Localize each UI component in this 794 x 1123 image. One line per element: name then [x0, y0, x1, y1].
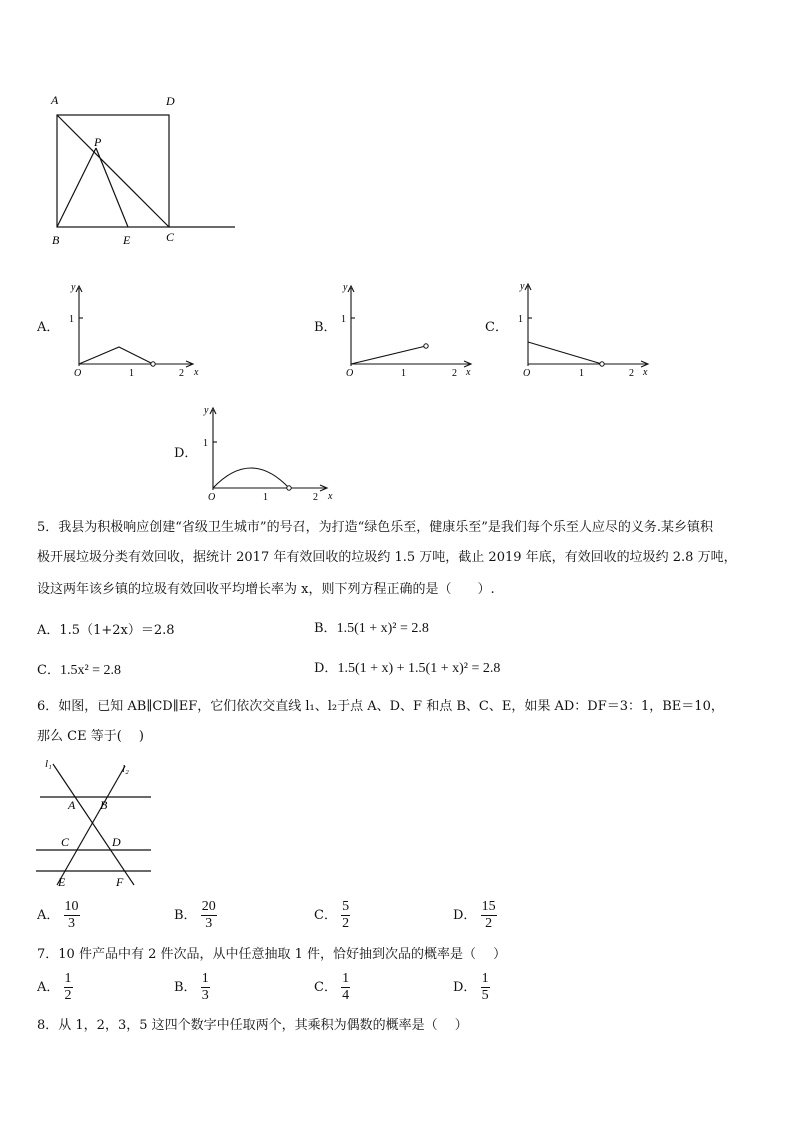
label-E: E — [58, 875, 66, 889]
q7-option-C[interactable] — [314, 971, 350, 1004]
graph-D-y: y — [204, 405, 209, 416]
q7-option-C-label: C． — [314, 980, 337, 995]
q7-stem: 7．10 件产品中有 2 件次品，从中任意抽取 1 件，恰好抽到次品的概率是（ ） — [37, 947, 507, 962]
q4-option-D-label[interactable]: D． — [174, 446, 198, 461]
graph-D-1x: 1 — [263, 492, 268, 503]
label-D: D — [166, 94, 175, 108]
label-E: E — [123, 233, 131, 247]
q6-option-B-label: B． — [174, 908, 197, 923]
q7-D-num: 1 — [481, 971, 489, 986]
q7-D-den: 5 — [481, 988, 489, 1003]
graph-A-2x: 2 — [179, 368, 184, 378]
q4-option-C-label[interactable]: C． — [485, 320, 508, 335]
q7-B-num: 1 — [201, 971, 209, 986]
q6-C-num: 5 — [342, 899, 350, 914]
graph-A-1x: 1 — [129, 368, 134, 378]
q7-option-A-fraction — [64, 971, 73, 1004]
graph-C-y: y — [520, 281, 525, 292]
label-F: F — [116, 875, 124, 889]
q6-line-1: 6．如图，已知 AB∥CD∥EF，它们依次交直线 l₁、l₂于点 A、D、F 和点 B、C、E，如果 AD：DF＝3：1，BE＝10， — [37, 699, 724, 714]
q4-graph-B — [332, 278, 482, 378]
q6-option-B[interactable] — [174, 899, 217, 932]
label-C: C — [61, 835, 70, 849]
q6-C-den: 2 — [342, 916, 350, 931]
label-A: A — [68, 798, 76, 812]
q4-option-B-label[interactable]: B． — [314, 320, 337, 335]
q7-B-den: 3 — [201, 988, 209, 1003]
q6-option-C-fraction — [341, 899, 350, 932]
q5-option-D-text: 1.5(1 + x) + 1.5(1 + x)² = 2.8 — [337, 661, 501, 676]
q6-option-A[interactable] — [37, 899, 80, 932]
label-P: P — [94, 135, 102, 149]
q5-line-2: 极开展垃圾分类有效回收，据统计 2017 年有效回收的垃圾约 1.5 万吨，截止 2019 年底，有效回收的垃圾约 2.8 万吨， — [37, 550, 737, 565]
label-l1: l₁ — [45, 758, 52, 770]
graph-B-y: y — [343, 282, 348, 293]
q4-option-A-label[interactable]: A． — [37, 320, 60, 335]
q7-option-B-fraction — [201, 971, 210, 1004]
q6-option-B-fraction — [201, 899, 217, 932]
q5-option-C[interactable] — [37, 659, 121, 679]
q5-option-C-text: 1.5x² = 2.8 — [59, 663, 122, 678]
graph-D-O: O — [208, 492, 216, 503]
graph-A-x: x — [194, 367, 199, 378]
q6-A-den: 3 — [68, 916, 76, 931]
label-A: A — [51, 93, 59, 107]
q5-option-A[interactable] — [37, 619, 175, 638]
q5-option-D-label: D． — [314, 661, 338, 676]
q8-stem: 8．从 1，2，3，5 这四个数字中任取两个，其乘积为偶数的概率是（ ） — [37, 1018, 468, 1033]
graph-B-O: O — [346, 368, 354, 378]
graph-A-y: y — [71, 282, 76, 293]
q7-option-C-fraction — [341, 971, 350, 1004]
q5-option-D[interactable] — [314, 657, 500, 677]
q7-option-D[interactable] — [453, 971, 490, 1004]
label-C: C — [166, 230, 175, 244]
graph-C-2x: 2 — [629, 368, 634, 376]
q7-option-B-label: B． — [174, 980, 197, 995]
q6-B-num: 20 — [201, 899, 216, 914]
graph-C-1x: 1 — [579, 368, 584, 376]
parallel-lines-figure — [30, 752, 160, 892]
q6-D-den: 2 — [485, 916, 493, 931]
q7-option-A-label: A． — [37, 980, 60, 995]
q4-graph-D — [194, 400, 344, 504]
graph-C-O: O — [523, 368, 531, 376]
q6-option-A-label: A． — [37, 908, 60, 923]
q7-option-B[interactable] — [174, 971, 210, 1004]
graph-A-1y: 1 — [69, 314, 74, 325]
q5-option-A-label: A． — [37, 623, 60, 638]
q7-option-A[interactable] — [37, 971, 73, 1004]
q6-A-num: 10 — [64, 899, 79, 914]
graph-B-1y: 1 — [341, 314, 346, 325]
graph-B-1x: 1 — [401, 368, 406, 378]
square-figure — [40, 88, 250, 248]
label-l2: l₂ — [122, 763, 129, 775]
label-B: B — [100, 798, 108, 812]
graph-D-x: x — [328, 491, 333, 502]
q5-option-B-text: 1.5(1 + x)² = 2.8 — [336, 621, 429, 636]
q7-option-D-fraction — [481, 971, 490, 1004]
q5-option-B[interactable] — [314, 617, 429, 637]
q4-graph-C — [509, 276, 659, 376]
q6-option-C-label: C． — [314, 908, 337, 923]
q6-option-D-label: D． — [453, 908, 477, 923]
q7-C-num: 1 — [342, 971, 350, 986]
graph-D-1y: 1 — [203, 438, 208, 449]
q7-A-num: 1 — [64, 971, 72, 986]
q6-option-D[interactable] — [453, 899, 497, 932]
q6-option-A-fraction — [64, 899, 80, 932]
graph-C-1y: 1 — [518, 314, 523, 325]
label-B: B — [52, 233, 60, 247]
q6-line-2: 那么 CE 等于( ) — [37, 729, 144, 744]
q5-line-3: 设这两年该乡镇的垃圾有效回收平均增长率为 x，则下列方程正确的是（ ）. — [37, 582, 495, 597]
q6-D-num: 15 — [481, 899, 496, 914]
q6-option-C[interactable] — [314, 899, 350, 932]
q7-A-den: 2 — [64, 988, 72, 1003]
q7-C-den: 4 — [342, 988, 350, 1003]
q7-option-D-label: D． — [453, 980, 477, 995]
q5-line-1: 5．我县为积极响应创建“省级卫生城市”的号召，为打造“绿色乐至，健康乐至”是我们每个乐至人应尽的义务.某乡镇积 — [37, 520, 713, 535]
q5-option-A-text: 1.5（1+2x）＝2.8 — [59, 623, 175, 638]
graph-B-2x: 2 — [452, 368, 457, 378]
q6-B-den: 3 — [205, 916, 213, 931]
q6-option-D-fraction — [481, 899, 497, 932]
graph-B-x: x — [466, 367, 471, 378]
graph-C-x: x — [643, 367, 648, 376]
q5-option-B-label: B． — [314, 621, 337, 636]
graph-A-O: O — [74, 368, 82, 378]
graph-D-2x: 2 — [313, 492, 318, 503]
label-D: D — [112, 835, 121, 849]
q4-graph-A — [60, 278, 210, 378]
q5-option-C-label: C． — [37, 663, 60, 678]
